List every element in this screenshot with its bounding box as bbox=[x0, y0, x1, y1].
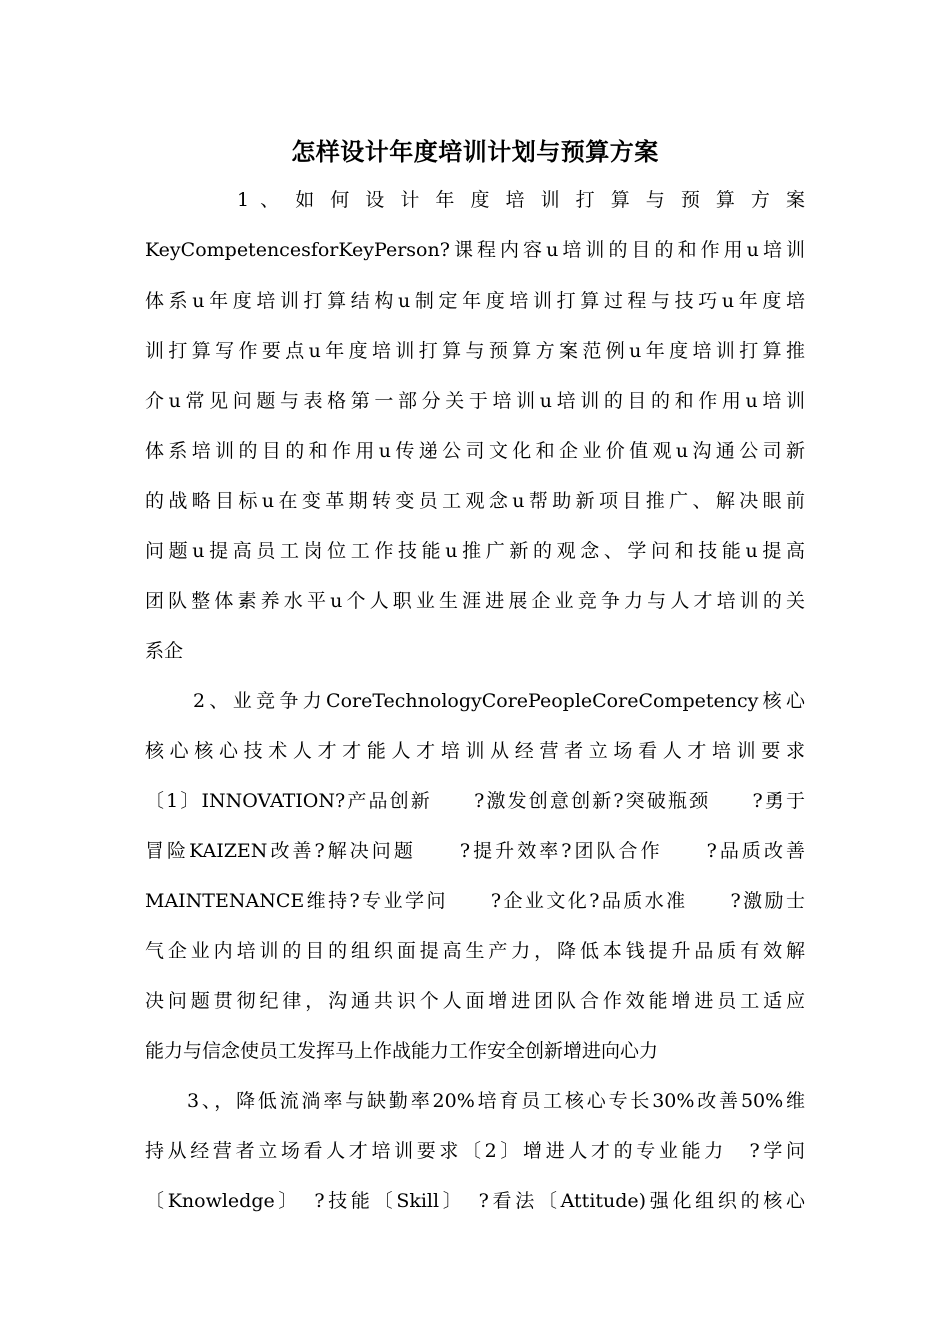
paragraph-2-line-2: 核心核心技术人才才能人才培训从经营者立场看人才培训要求 bbox=[145, 740, 805, 762]
paragraph-2-line-3: 〔1〕INNOVATION?产品创新 ?激发创意创新?突破瓶颈 ?勇于 bbox=[145, 790, 805, 812]
paragraph-1-line-4: 训打算写作要点u年度培训打算与预算方案范例u年度培训打算推 bbox=[145, 340, 805, 362]
paragraph-2-line-7: 决问题贯彻纪律，沟通共识个人面增进团队合作效能增进员工适应 bbox=[145, 990, 805, 1012]
paragraph-1-line-8: 问题u提高员工岗位工作技能u推广新的观念、学问和技能u提高 bbox=[145, 540, 805, 562]
paragraph-1-line-2: KeyCompetencesforKeyPerson?课程内容u培训的目的和作用u培训 bbox=[145, 239, 805, 261]
document-title: 怎样设计年度培训计划与预算方案 bbox=[291, 137, 659, 166]
paragraph-1-line-1: 1 、 如 何 设 计 年 度 培 训 打 算 与 预 算 方 案 bbox=[237, 189, 805, 211]
paragraph-1-line-6: 体系培训的目的和作用u传递公司文化和企业价值观u沟通公司新 bbox=[145, 440, 805, 462]
paragraph-2-line-6: 气企业内培训的目的组织面提高生产力，降低本钱提升品质有效解 bbox=[145, 940, 805, 962]
paragraph-2-line-4: 冒险KAIZEN改善?解决问题 ?提升效率?团队合作 ?品质改善 bbox=[145, 840, 805, 862]
paragraph-2-line-8: 能力与信念使员工发挥马上作战能力工作安全创新增进向心力 bbox=[145, 1040, 659, 1062]
paragraph-1-line-9: 团队整体素养水平u个人职业生涯进展企业竞争力与人才培训的关 bbox=[145, 590, 805, 612]
paragraph-1-line-5: 介u常见问题与表格第一部分关于培训u培训的目的和作用u培训 bbox=[145, 390, 805, 412]
paragraph-2-line-1: 2、业竞争力CoreTechnologyCorePeopleCoreCompetency核心 bbox=[193, 690, 805, 712]
paragraph-3-line-1: 3、，降低流淌率与缺勤率20%培育员工核心专长30%改善50%维 bbox=[187, 1090, 805, 1112]
paragraph-1-line-3: 体系u年度培训打算结构u制定年度培训打算过程与技巧u年度培 bbox=[145, 290, 805, 312]
paragraph-3-line-2: 持从经营者立场看人才培训要求〔2〕增进人才的专业能力 ?学问 bbox=[145, 1140, 805, 1162]
paragraph-2-line-5: MAINTENANCE维持?专业学问 ?企业文化?品质水准 ?激励士 bbox=[145, 890, 805, 912]
paragraph-1-line-10: 系企 bbox=[145, 640, 184, 662]
paragraph-3-line-3: 〔Knowledge〕 ?技能〔Skill〕 ?看法〔Attitude)强化组织的核心 bbox=[145, 1190, 805, 1212]
paragraph-1-line-7: 的战略目标u在变革期转变员工观念u帮助新项目推广、解决眼前 bbox=[145, 490, 805, 512]
